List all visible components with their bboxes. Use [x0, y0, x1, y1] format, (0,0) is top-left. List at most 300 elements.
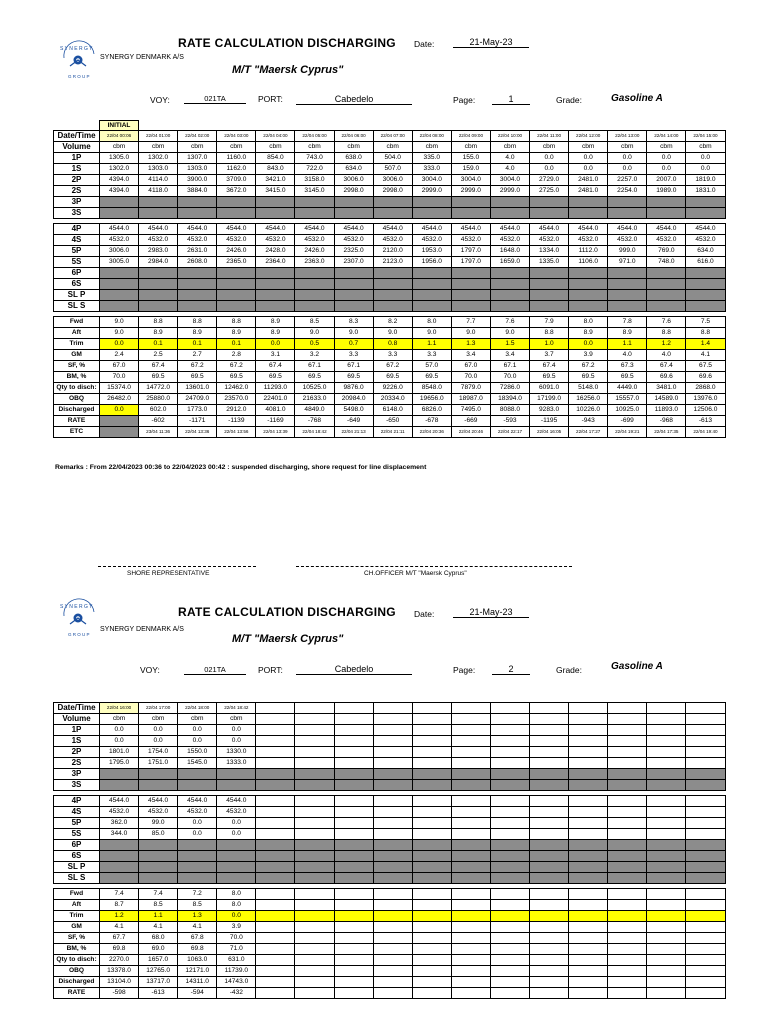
table-cell [139, 873, 178, 884]
table-cell [451, 769, 490, 780]
table-cell: 0.0 [178, 736, 217, 747]
table-row [54, 829, 726, 840]
table-cell [100, 427, 139, 438]
row-header: Date/Time [54, 131, 100, 142]
table-cell: -613 [139, 988, 178, 999]
table-cell [490, 955, 529, 966]
table-cell [647, 197, 686, 208]
table-cell: 4544.0 [100, 796, 139, 807]
table-cell [608, 933, 647, 944]
table-cell: 4532.0 [490, 235, 529, 246]
table-cell [412, 714, 451, 725]
row-header: Qty to disch: [54, 955, 100, 966]
table-cell: 69.8 [100, 944, 139, 955]
table-row [54, 142, 726, 153]
table-cell: 4544.0 [100, 224, 139, 235]
table-cell [256, 955, 295, 966]
table-cell [569, 851, 608, 862]
table-cell [608, 796, 647, 807]
table-cell: 22/04 18:00 [178, 703, 217, 714]
table-cell [608, 268, 647, 279]
table-cell [256, 862, 295, 873]
table-cell [686, 301, 725, 312]
table-cell: 638.0 [334, 153, 373, 164]
table-cell: 14311.0 [178, 977, 217, 988]
table-cell [412, 725, 451, 736]
table-cell: 15557.0 [608, 394, 647, 405]
table-cell [530, 911, 569, 922]
table-cell: 1.2 [100, 911, 139, 922]
table-cell [178, 197, 217, 208]
table-cell: 3.3 [412, 350, 451, 361]
table-cell: 22401.0 [256, 394, 295, 405]
table-cell [256, 851, 295, 862]
table-cell [490, 873, 529, 884]
table-cell: 4544.0 [217, 796, 256, 807]
table-cell: 8.9 [569, 328, 608, 339]
table-cell: cbm [334, 142, 373, 153]
table-cell: 69.0 [139, 944, 178, 955]
table-cell [530, 780, 569, 791]
table-cell: 8.2 [373, 317, 412, 328]
grade-label: Grade: [556, 95, 582, 105]
table-cell: 22/04 01:00 [139, 131, 178, 142]
table-cell: 344.0 [100, 829, 139, 840]
table-cell: 4544.0 [217, 224, 256, 235]
table-cell [647, 747, 686, 758]
table-cell [217, 268, 256, 279]
table-cell: -613 [686, 416, 725, 427]
table-cell [530, 988, 569, 999]
row-header: Volume [54, 714, 100, 725]
table-cell [178, 301, 217, 312]
table-cell: 22/04 00:06 [100, 131, 139, 142]
table-cell: 1550.0 [178, 747, 217, 758]
table-cell [569, 197, 608, 208]
table-cell: 22/04 15:00 [686, 131, 725, 142]
table-cell: 4118.0 [139, 186, 178, 197]
table-cell: 8.0 [217, 900, 256, 911]
table-cell: 4532.0 [178, 235, 217, 246]
table-row [54, 922, 726, 933]
table-cell [139, 301, 178, 312]
voy-value: 021TA [184, 94, 246, 104]
table-cell [569, 873, 608, 884]
table-cell: 2.7 [178, 350, 217, 361]
table-cell [451, 714, 490, 725]
table-cell [412, 966, 451, 977]
table-cell [608, 911, 647, 922]
table-cell [139, 840, 178, 851]
table-cell [295, 301, 334, 312]
table-cell [295, 780, 334, 791]
table-cell: 4544.0 [647, 224, 686, 235]
table-cell [530, 818, 569, 829]
table-cell [490, 851, 529, 862]
table-cell: 69.5 [256, 372, 295, 383]
table-cell [100, 862, 139, 873]
table-cell [373, 780, 412, 791]
table-cell: 8.0 [569, 317, 608, 328]
table-cell [451, 807, 490, 818]
table-cell: cbm [686, 142, 725, 153]
table-cell: 0.0 [100, 736, 139, 747]
table-cell [256, 818, 295, 829]
table-cell [530, 873, 569, 884]
table-cell: 2999.0 [412, 186, 451, 197]
port-label: PORT: [258, 94, 283, 104]
table-cell [608, 955, 647, 966]
table-cell [178, 769, 217, 780]
table-cell [334, 301, 373, 312]
table-cell: 85.0 [139, 829, 178, 840]
row-header: 2S [54, 186, 100, 197]
table-cell: 2998.0 [334, 186, 373, 197]
table-cell [686, 736, 725, 747]
table-cell [608, 829, 647, 840]
table-cell: 0.0 [178, 829, 217, 840]
table-cell: 4394.0 [100, 175, 139, 186]
row-header: 4P [54, 224, 100, 235]
page-label: Page: [453, 95, 476, 105]
table-cell [686, 714, 725, 725]
table-cell: 4544.0 [178, 224, 217, 235]
table-cell: 22/04 21:11 [373, 427, 412, 438]
table-cell [490, 911, 529, 922]
row-header: 6P [54, 268, 100, 279]
table-cell [647, 736, 686, 747]
table-cell [490, 279, 529, 290]
table-cell [256, 911, 295, 922]
table-cell [647, 725, 686, 736]
table-cell: 69.6 [647, 372, 686, 383]
table-cell: 4.0 [490, 153, 529, 164]
table-cell: 67.2 [217, 361, 256, 372]
table-cell: 24709.0 [178, 394, 217, 405]
table-cell: 159.0 [451, 164, 490, 175]
table-row [54, 966, 726, 977]
table-cell [412, 988, 451, 999]
table-cell [569, 955, 608, 966]
table-cell [256, 807, 295, 818]
table-cell: 67.1 [334, 361, 373, 372]
table-cell: 7.7 [451, 317, 490, 328]
row-header: OBQ [54, 966, 100, 977]
table-cell [412, 736, 451, 747]
table-cell [295, 725, 334, 736]
table-row [54, 257, 726, 268]
table-cell: 9.0 [490, 328, 529, 339]
table-cell: 22/04 13:00 [608, 131, 647, 142]
table-cell [373, 851, 412, 862]
table-cell: 1307.0 [178, 153, 217, 164]
officer-signature-line [296, 566, 572, 567]
table-cell [295, 851, 334, 862]
table-cell [256, 780, 295, 791]
table-cell [373, 703, 412, 714]
table-cell [608, 988, 647, 999]
page-value: 1 [492, 94, 530, 105]
table-cell [256, 208, 295, 219]
table-cell [608, 780, 647, 791]
table-cell [490, 829, 529, 840]
table-cell [530, 758, 569, 769]
table-cell [530, 736, 569, 747]
table-cell: 0.0 [530, 164, 569, 175]
table-row [54, 235, 726, 246]
table-cell [100, 873, 139, 884]
table-cell: 4532.0 [295, 235, 334, 246]
table-cell [334, 873, 373, 884]
table-cell: 4.1 [178, 922, 217, 933]
table-cell [139, 279, 178, 290]
row-header: 1S [54, 164, 100, 175]
table-cell: 69.5 [295, 372, 334, 383]
table-cell: 1545.0 [178, 758, 217, 769]
table-cell [100, 268, 139, 279]
table-cell [530, 290, 569, 301]
table-cell [412, 900, 451, 911]
table-cell [569, 279, 608, 290]
table-cell: 15374.0 [100, 383, 139, 394]
table-cell [256, 966, 295, 977]
table-cell: 5148.0 [569, 383, 608, 394]
table-cell: 13104.0 [100, 977, 139, 988]
table-cell: 0.0 [569, 153, 608, 164]
table-cell [530, 829, 569, 840]
table-cell [178, 268, 217, 279]
table-cell [217, 197, 256, 208]
table-cell [178, 862, 217, 873]
table-cell: 8548.0 [412, 383, 451, 394]
table-cell [490, 290, 529, 301]
table-cell [569, 977, 608, 988]
table-cell: 69.5 [217, 372, 256, 383]
row-header: Discharged [54, 405, 100, 416]
table-cell [686, 966, 725, 977]
table-cell [569, 862, 608, 873]
table-cell: 3.9 [217, 922, 256, 933]
table-cell [256, 829, 295, 840]
table-cell [686, 988, 725, 999]
table-cell: 8.5 [295, 317, 334, 328]
table-cell [178, 873, 217, 884]
table-cell: 769.0 [647, 246, 686, 257]
table-cell: 4544.0 [334, 224, 373, 235]
table-cell: 22/04 04:00 [256, 131, 295, 142]
table-cell [373, 290, 412, 301]
table-cell: 1657.0 [139, 955, 178, 966]
table-cell: 0.7 [334, 339, 373, 350]
table-cell [608, 208, 647, 219]
table-cell: 6826.0 [412, 405, 451, 416]
table-cell [139, 208, 178, 219]
table-cell [686, 840, 725, 851]
table-cell [647, 862, 686, 873]
table-cell: 4544.0 [686, 224, 725, 235]
table-cell: 9.0 [334, 328, 373, 339]
table-row [54, 889, 726, 900]
table-cell [569, 769, 608, 780]
table-cell: 155.0 [451, 153, 490, 164]
table-cell: 4532.0 [647, 235, 686, 246]
table-cell: 4532.0 [412, 235, 451, 246]
table-cell [295, 944, 334, 955]
table-cell [373, 758, 412, 769]
table-row [54, 807, 726, 818]
table-cell [412, 851, 451, 862]
row-header: 5P [54, 246, 100, 257]
table-cell [217, 780, 256, 791]
table-cell [647, 758, 686, 769]
table-cell [295, 703, 334, 714]
table-cell [334, 747, 373, 758]
table-cell [530, 966, 569, 977]
table-cell: 20334.0 [373, 394, 412, 405]
table-cell: 70.0 [217, 933, 256, 944]
table-cell: 4532.0 [100, 235, 139, 246]
table-cell [686, 944, 725, 955]
table-cell: 69.5 [178, 372, 217, 383]
table-cell [569, 758, 608, 769]
table-cell: 0.1 [178, 339, 217, 350]
table-cell [412, 911, 451, 922]
table-cell [373, 796, 412, 807]
table-cell [647, 769, 686, 780]
table-cell [295, 955, 334, 966]
rate-table-page-1 [53, 130, 726, 438]
table-cell [256, 840, 295, 851]
table-cell [373, 829, 412, 840]
table-row [54, 279, 726, 290]
table-cell: 22/04 14:00 [647, 131, 686, 142]
table-cell [412, 796, 451, 807]
table-cell [451, 736, 490, 747]
table-cell [647, 714, 686, 725]
table-cell: -650 [373, 416, 412, 427]
remarks: Remarks : From 22/04/2023 00:36 to 22/04/2023 00:42 : suspended discharging, shore request for line displacement [55, 464, 427, 471]
table-cell: 67.4 [530, 361, 569, 372]
page-value: 2 [492, 664, 530, 675]
table-cell [490, 714, 529, 725]
table-cell [686, 977, 725, 988]
initial-label: INITIAL [99, 120, 139, 131]
table-cell [686, 279, 725, 290]
table-cell: 7.6 [490, 317, 529, 328]
table-cell [569, 818, 608, 829]
table-cell: 1.3 [451, 339, 490, 350]
table-cell: 4081.0 [256, 405, 295, 416]
table-cell: 18987.0 [451, 394, 490, 405]
table-cell [334, 911, 373, 922]
table-cell [686, 796, 725, 807]
table-cell: 3.1 [256, 350, 295, 361]
table-cell [451, 862, 490, 873]
table-cell: 1.3 [178, 911, 217, 922]
table-cell [217, 208, 256, 219]
table-cell [647, 977, 686, 988]
table-cell: 631.0 [217, 955, 256, 966]
table-cell: 7879.0 [451, 383, 490, 394]
table-cell [334, 780, 373, 791]
table-cell [490, 268, 529, 279]
table-cell [373, 988, 412, 999]
company-name: SYNERGY DENMARK A/S [100, 626, 184, 633]
table-cell [412, 279, 451, 290]
table-cell [412, 840, 451, 851]
table-cell [686, 889, 725, 900]
table-cell [412, 208, 451, 219]
table-cell: 22/04 09:00 [451, 131, 490, 142]
table-row [54, 153, 726, 164]
table-cell [139, 851, 178, 862]
table-cell: 1.2 [647, 339, 686, 350]
table-cell [608, 290, 647, 301]
table-cell: 3.3 [334, 350, 373, 361]
table-cell: 13601.0 [178, 383, 217, 394]
table-cell [490, 840, 529, 851]
table-cell [178, 279, 217, 290]
table-cell [608, 977, 647, 988]
table-cell [334, 703, 373, 714]
table-cell [490, 862, 529, 873]
table-cell: 7.4 [139, 889, 178, 900]
table-cell: 333.0 [412, 164, 451, 175]
table-cell: 7.9 [530, 317, 569, 328]
table-cell: 3884.0 [178, 186, 217, 197]
table-cell [412, 818, 451, 829]
table-row [54, 328, 726, 339]
table-cell [256, 933, 295, 944]
table-cell: 3145.0 [295, 186, 334, 197]
row-header: 2S [54, 758, 100, 769]
row-header: SL S [54, 873, 100, 884]
table-cell [530, 197, 569, 208]
table-cell [256, 796, 295, 807]
table-cell: 7.8 [608, 317, 647, 328]
row-header: 4P [54, 796, 100, 807]
table-cell [256, 873, 295, 884]
table-cell [256, 889, 295, 900]
table-cell: 1.1 [412, 339, 451, 350]
table-cell [451, 966, 490, 977]
table-cell: 0.0 [178, 818, 217, 829]
sheet-page-2 [0, 590, 768, 1024]
row-header: 6P [54, 840, 100, 851]
table-cell [139, 862, 178, 873]
row-header: Trim [54, 339, 100, 350]
table-cell [686, 747, 725, 758]
row-header: 5P [54, 818, 100, 829]
table-cell: 0.1 [217, 339, 256, 350]
table-cell [217, 290, 256, 301]
port-value: Cabedelo [296, 94, 412, 105]
table-cell [139, 290, 178, 301]
table-cell: 2481.0 [569, 175, 608, 186]
table-cell [373, 301, 412, 312]
table-cell: 11293.0 [256, 383, 295, 394]
table-cell: 8.0 [412, 317, 451, 328]
table-cell [178, 780, 217, 791]
table-cell: -678 [412, 416, 451, 427]
table-cell [100, 197, 139, 208]
table-cell: 1.0 [530, 339, 569, 350]
table-cell: 4544.0 [412, 224, 451, 235]
table-cell: -1195 [530, 416, 569, 427]
table-cell: 2999.0 [490, 186, 529, 197]
table-cell: 4544.0 [178, 796, 217, 807]
table-cell [412, 944, 451, 955]
